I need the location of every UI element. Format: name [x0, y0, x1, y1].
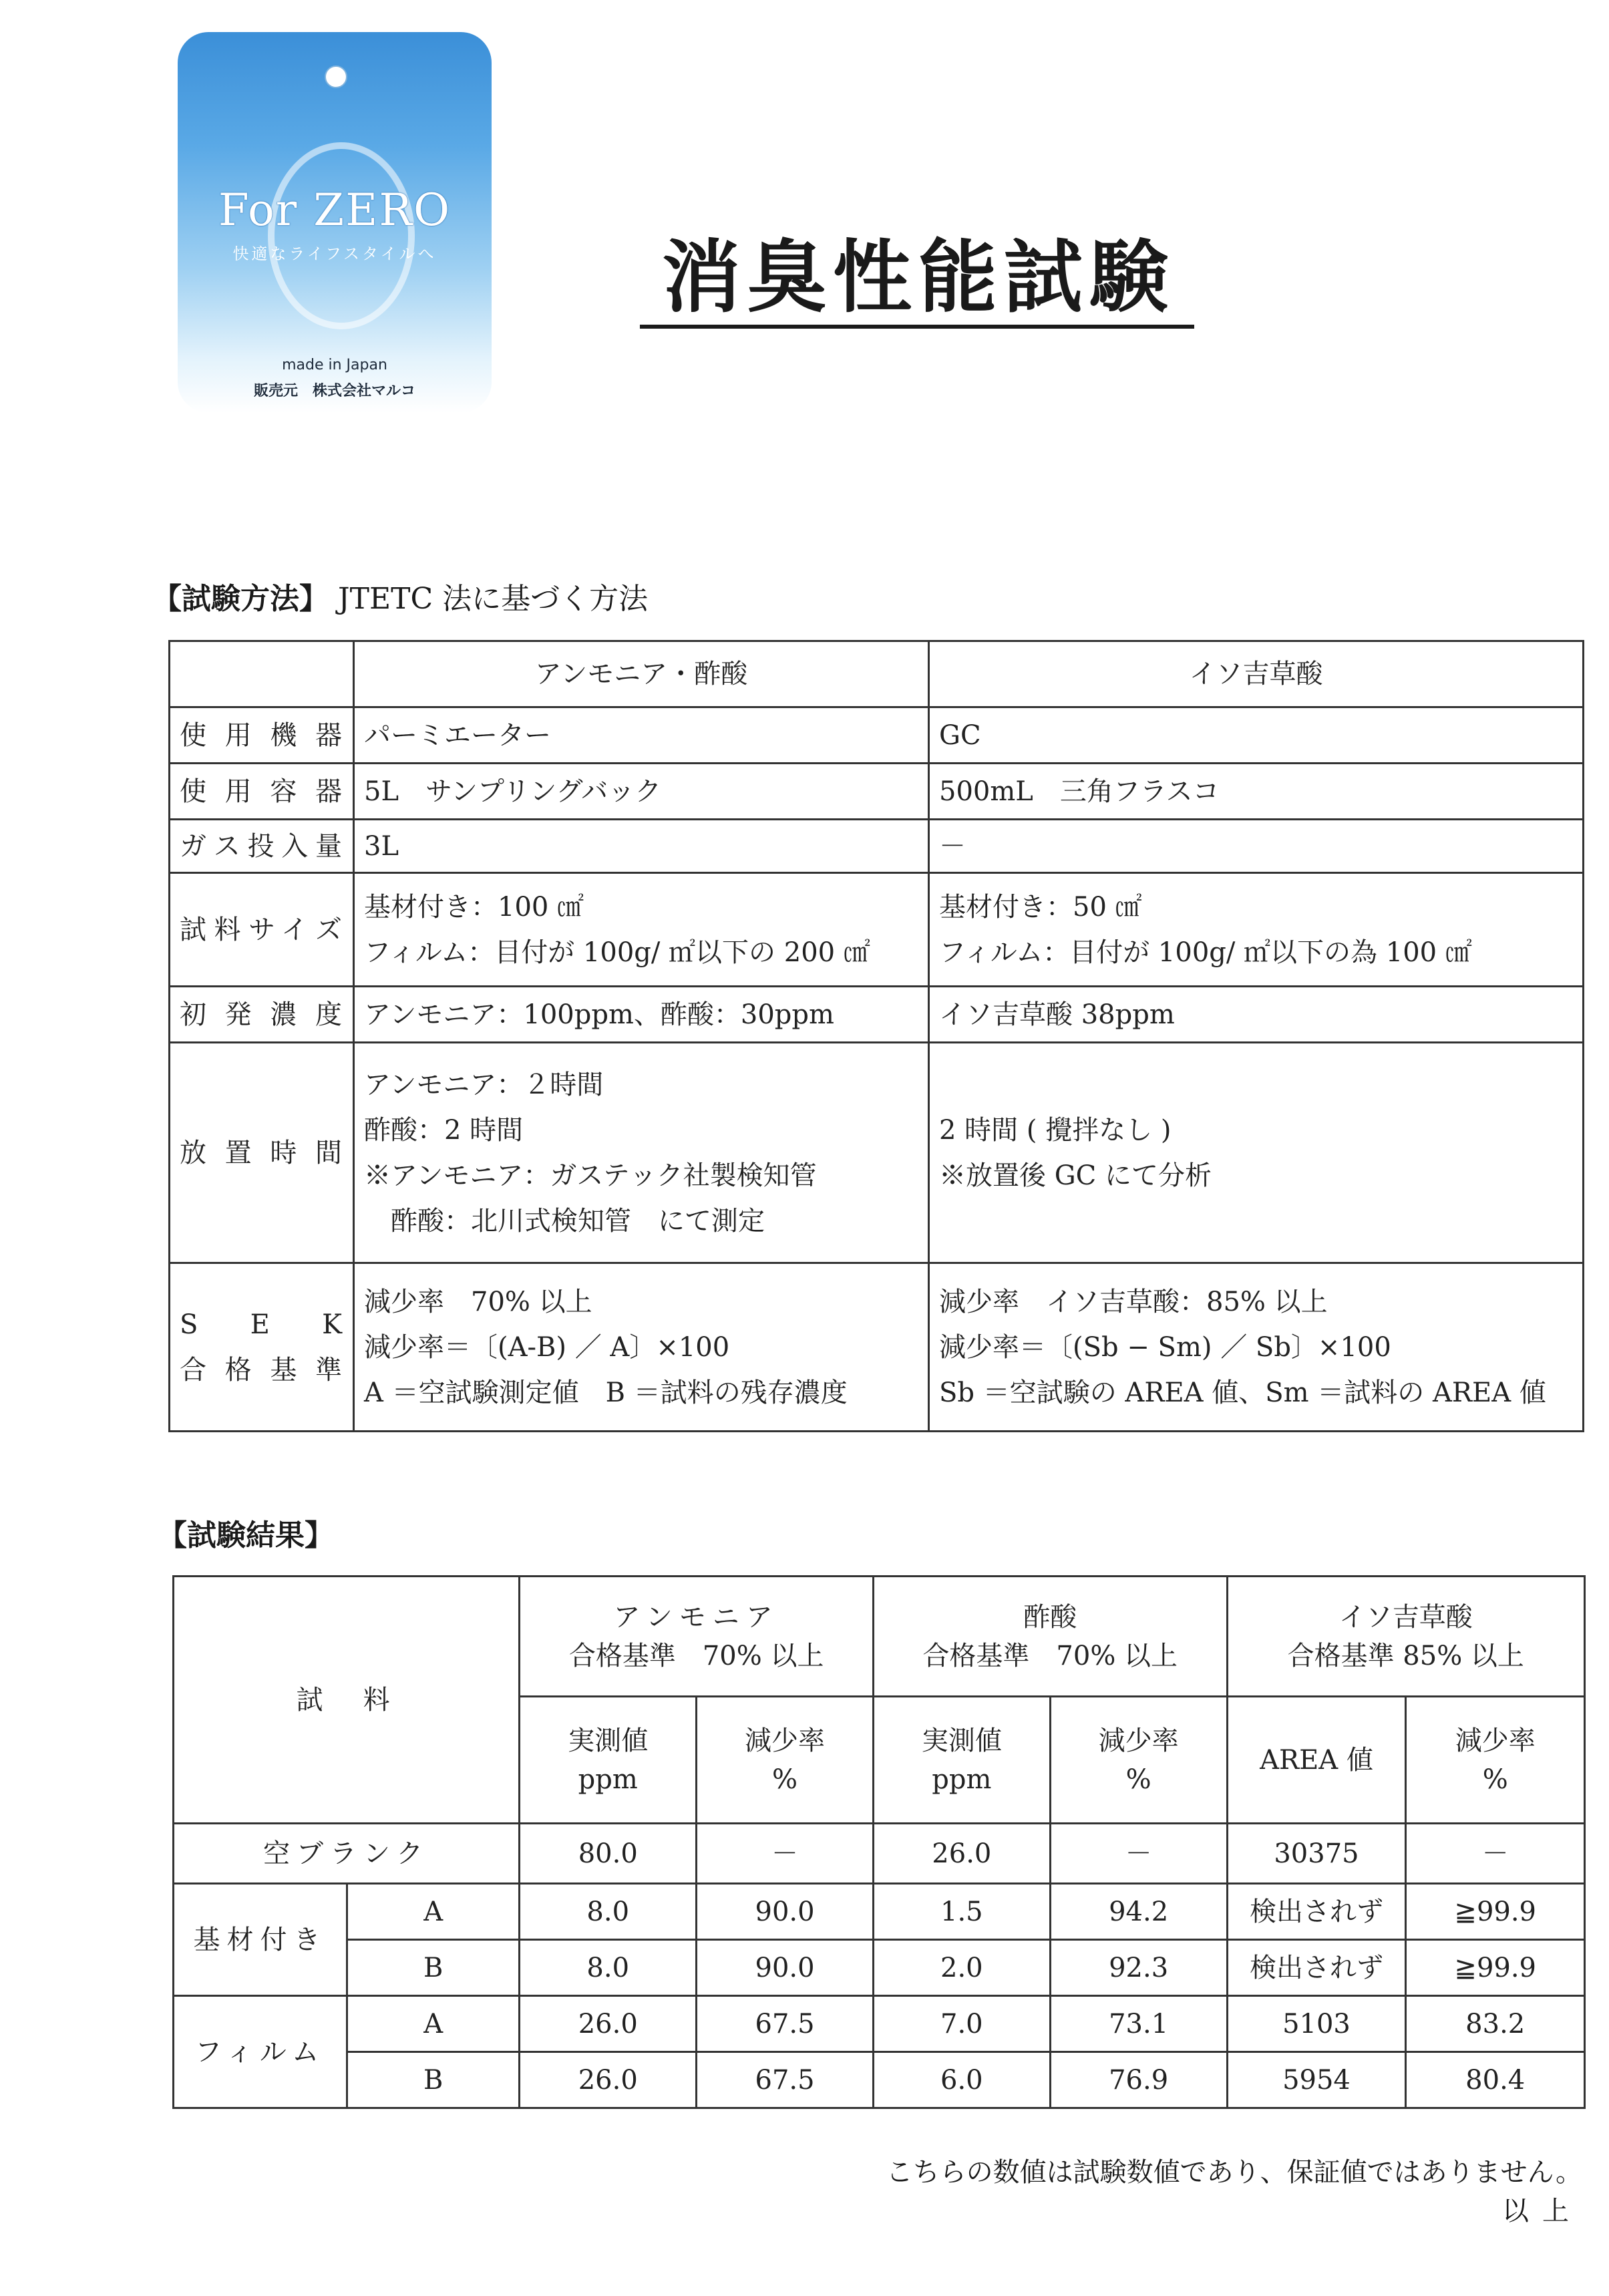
table-cell: 92.3 — [1050, 1940, 1227, 1996]
results-group-ammonia — [520, 1577, 874, 1697]
table-cell: 8.0 — [520, 1940, 697, 1996]
method-cell-line: 減少率＝〔(Sb − Sm) ／ Sb〕×100 — [939, 1331, 1391, 1363]
method-header-isovaleric: イソ吉草酸 — [929, 641, 1584, 707]
method-cell: 5L サンプリングバック — [354, 764, 929, 820]
page-title: 消臭性能試験 — [661, 230, 1175, 323]
disclaimer-note: こちらの数値は試験数値であり、保証値ではありません。 — [886, 2157, 1582, 2188]
group-name: イソ吉草酸 — [1338, 1601, 1473, 1633]
table-cell: 検出されず — [1227, 1884, 1406, 1940]
table-cell: 90.0 — [697, 1884, 874, 1940]
method-row-initial-concentration — [170, 987, 1584, 1043]
method-cell — [354, 1263, 929, 1432]
results-table — [172, 1575, 1586, 2109]
method-row-label-line: 合格基準 — [180, 1354, 343, 1385]
subheader-reduction — [1406, 1697, 1585, 1824]
subheader-reduction — [1050, 1697, 1227, 1824]
title-underline — [640, 325, 1194, 329]
method-cell — [929, 1043, 1584, 1263]
method-header-ammonia-acetic: アンモニア・酢酸 — [354, 641, 929, 707]
subheader-measured — [873, 1697, 1050, 1824]
method-cell-line: フィルム：目付が 100g/ ㎡以下の為 100 ㎠ — [939, 937, 1472, 968]
method-cell-line: 減少率＝〔(A-B) ／ A〕×100 — [364, 1331, 730, 1363]
sample-group-label: 基材付き — [174, 1884, 347, 1996]
blank-label: 空ブランク — [174, 1824, 520, 1884]
table-row — [174, 1940, 1585, 1996]
table-cell: － — [1406, 1824, 1585, 1884]
table-cell: 2.0 — [873, 1940, 1050, 1996]
method-cell-line: 酢酸：北川式検知管 にて測定 — [364, 1205, 765, 1237]
method-row-sample-size — [170, 873, 1584, 987]
results-blank-row — [174, 1824, 1585, 1884]
method-cell: － — [929, 820, 1584, 873]
method-cell-line: ※アンモニア：ガステック社製検知管 — [364, 1160, 817, 1191]
method-row-label: 初発濃度 — [170, 987, 354, 1043]
table-cell: 5103 — [1227, 1996, 1406, 2052]
method-cell-line: 減少率 70% 以上 — [364, 1286, 592, 1317]
method-cell: イソ吉草酸 38ppm — [929, 987, 1584, 1043]
made-in-label: made in Japan — [282, 357, 387, 373]
method-header-row — [170, 641, 1584, 707]
table-cell: 73.1 — [1050, 1996, 1227, 2052]
table-cell: － — [697, 1824, 874, 1884]
subheader-unit: % — [1125, 1764, 1151, 1795]
method-cell — [354, 1043, 929, 1263]
table-row — [174, 1996, 1585, 2052]
table-cell: 26.0 — [520, 2052, 697, 2108]
method-cell-line: アンモニア：２時間 — [364, 1069, 604, 1100]
table-cell: 67.5 — [697, 2052, 874, 2108]
sample-id: B — [347, 1940, 520, 1996]
group-criterion: 合格基準 70% 以上 — [568, 1640, 824, 1671]
group-criterion: 合格基準 70% 以上 — [922, 1640, 1178, 1671]
table-cell: 1.5 — [873, 1884, 1050, 1940]
table-cell: 76.9 — [1050, 2052, 1227, 2108]
method-cell-line: 減少率 イソ吉草酸：85% 以上 — [939, 1286, 1328, 1317]
method-row-standing-time — [170, 1043, 1584, 1263]
method-cell: 3L — [354, 820, 929, 873]
subheader-measured — [520, 1697, 697, 1824]
method-cell: アンモニア：100ppm、酢酸：30ppm — [354, 987, 929, 1043]
subheader-line: AREA 値 — [1260, 1744, 1373, 1776]
method-header-corner — [170, 641, 354, 707]
subheader-unit: ppm — [932, 1764, 992, 1795]
method-row-container — [170, 764, 1584, 820]
method-cell — [354, 873, 929, 987]
method-row-label: 放置時間 — [170, 1043, 354, 1263]
results-section-label — [158, 1511, 334, 1554]
table-cell: 94.2 — [1050, 1884, 1227, 1940]
group-name: アンモニア — [613, 1601, 779, 1633]
method-section-label — [152, 575, 648, 617]
results-group-row — [174, 1577, 1585, 1697]
results-group-acetic — [873, 1577, 1227, 1697]
method-cell-line: A ＝空試験測定値 B ＝試料の残存濃度 — [364, 1377, 848, 1408]
table-cell: － — [1050, 1824, 1227, 1884]
tag-hole-icon — [325, 65, 347, 88]
subheader-line: 実測値 — [921, 1725, 1002, 1756]
table-cell: 26.0 — [873, 1824, 1050, 1884]
seller-label: 販売元 株式会社マルコ — [253, 383, 415, 399]
zero-ring-icon — [268, 142, 415, 329]
subheader-unit: % — [772, 1764, 798, 1795]
brand-name: For ZERO — [218, 184, 452, 236]
subheader-line: 減少率 — [1455, 1725, 1536, 1756]
brand-tagline: 快適なライフスタイルへ — [232, 244, 437, 263]
table-cell: 7.0 — [873, 1996, 1050, 2052]
method-row-gas-volume — [170, 820, 1584, 873]
method-standard-label: JTETC 法に基づく方法 — [338, 582, 649, 616]
method-cell-line: 2 時間 ( 攪拌なし ) — [939, 1114, 1172, 1146]
table-cell: 30375 — [1227, 1824, 1406, 1884]
subheader-line: 減少率 — [1098, 1725, 1179, 1756]
method-row-label: ガス投入量 — [170, 820, 354, 873]
subheader-line: 実測値 — [568, 1725, 649, 1756]
table-cell: 80.4 — [1406, 2052, 1585, 2108]
table-cell: 26.0 — [520, 1996, 697, 2052]
subheader-line: 減少率 — [745, 1725, 826, 1756]
table-cell: 83.2 — [1406, 1996, 1585, 2052]
method-row-criteria — [170, 1263, 1584, 1432]
sample-group-label: フィルム — [174, 1996, 347, 2108]
table-cell: 90.0 — [697, 1940, 874, 1996]
table-cell: 67.5 — [697, 1996, 874, 2052]
subheader-unit: ppm — [578, 1764, 638, 1795]
results-group-isovaleric — [1227, 1577, 1584, 1697]
end-mark: 以上 — [1502, 2196, 1582, 2227]
results-bracket-label: 【試験結果】 — [158, 1518, 334, 1552]
sample-id: A — [347, 1996, 520, 2052]
method-cell-line: 酢酸：2 時間 — [364, 1114, 524, 1146]
table-row — [174, 2052, 1585, 2108]
method-bracket-label: 【試験方法】 — [152, 582, 329, 616]
method-table — [168, 640, 1584, 1432]
method-cell-line: 基材付き：100 ㎠ — [364, 891, 584, 923]
method-cell: GC — [929, 707, 1584, 764]
group-name: 酢酸 — [1023, 1601, 1077, 1633]
method-row-label: 使用容器 — [170, 764, 354, 820]
table-cell: 80.0 — [520, 1824, 697, 1884]
method-row-label: 試料サイズ — [170, 873, 354, 987]
method-cell — [929, 1263, 1584, 1432]
table-row — [174, 1884, 1585, 1940]
method-row-label: 使用機器 — [170, 707, 354, 764]
product-tag-logo — [178, 32, 492, 413]
method-cell — [929, 873, 1584, 987]
results-sample-header: 試 料 — [174, 1577, 520, 1824]
method-cell-line: 基材付き：50 ㎠ — [939, 891, 1142, 923]
method-cell: パーミエーター — [354, 707, 929, 764]
table-cell: ≧99.9 — [1406, 1884, 1585, 1940]
sample-id: B — [347, 2052, 520, 2108]
method-cell-line: フィルム：目付が 100g/ ㎡以下の 200 ㎠ — [364, 937, 870, 968]
table-cell: 8.0 — [520, 1884, 697, 1940]
method-row-label — [170, 1263, 354, 1432]
table-cell: 検出されず — [1227, 1940, 1406, 1996]
method-row-label-line: S E K — [180, 1309, 343, 1340]
table-cell: ≧99.9 — [1406, 1940, 1585, 1996]
table-cell: 6.0 — [873, 2052, 1050, 2108]
method-row-equipment — [170, 707, 1584, 764]
method-cell-line: Sb ＝空試験の AREA 値、Sm ＝試料の AREA 値 — [939, 1377, 1546, 1408]
method-cell: 500mL 三角フラスコ — [929, 764, 1584, 820]
subheader-area — [1227, 1697, 1406, 1824]
subheader-reduction — [697, 1697, 874, 1824]
table-cell: 5954 — [1227, 2052, 1406, 2108]
subheader-unit: % — [1482, 1764, 1508, 1795]
group-criterion: 合格基準 85% 以上 — [1287, 1640, 1524, 1671]
method-cell-line: ※放置後 GC にて分析 — [939, 1160, 1212, 1191]
sample-id: A — [347, 1884, 520, 1940]
